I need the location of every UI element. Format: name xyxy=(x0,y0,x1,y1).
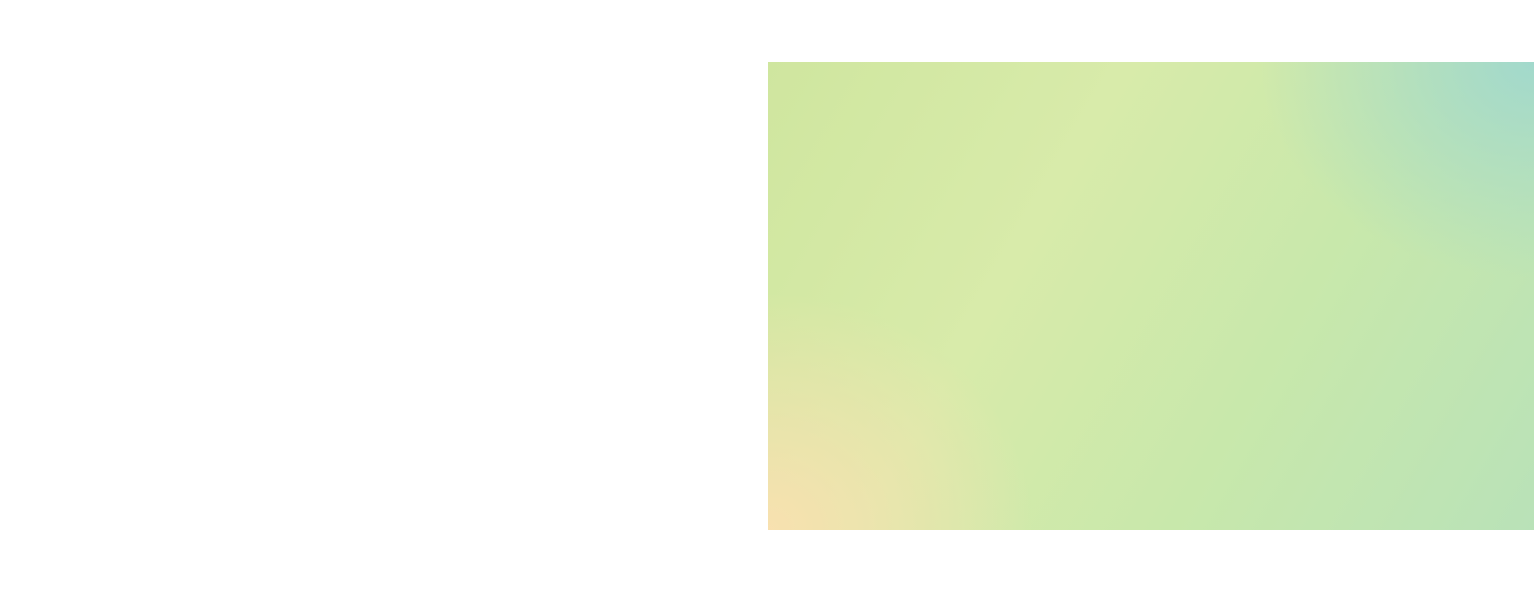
flowchart xyxy=(768,62,1534,530)
flowchart-panel xyxy=(768,62,1534,530)
